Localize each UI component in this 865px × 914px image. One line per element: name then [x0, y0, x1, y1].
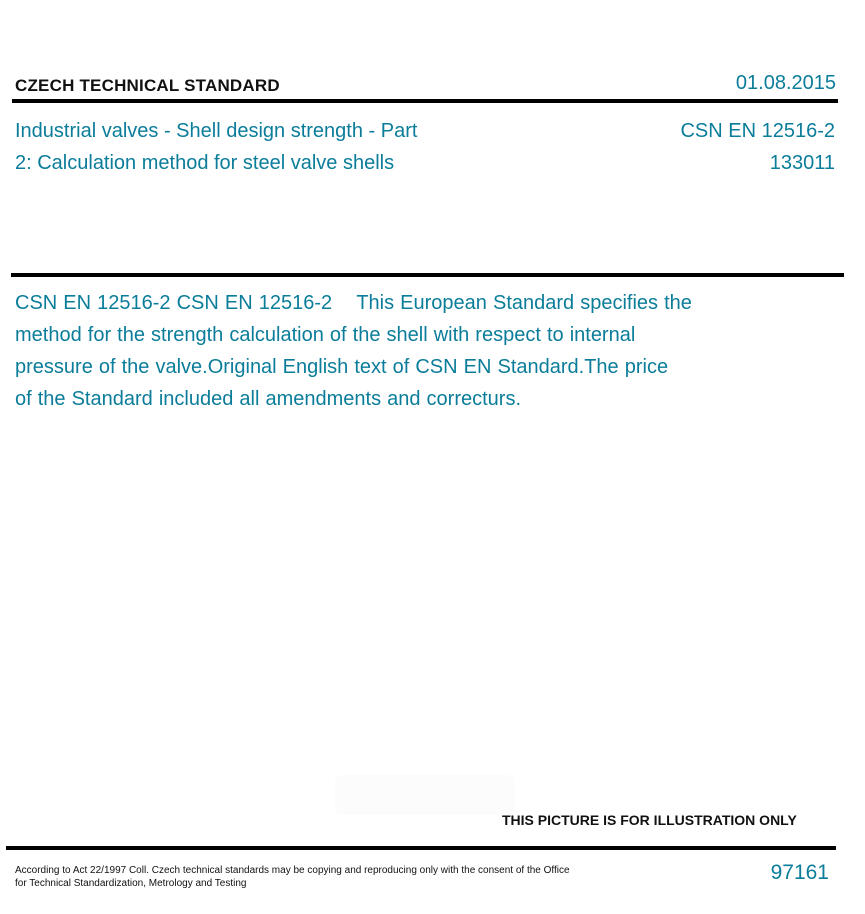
footer-divider	[6, 846, 836, 850]
catalog-number: 133011	[769, 152, 835, 174]
legal-line-1: According to Act 22/1997 Coll. Czech technical standards may be copying and reproducing only with the consent of the Office	[15, 865, 570, 876]
abstract-line-3: pressure of the valve.Original English text of CSN EN Standard.The price	[15, 356, 669, 378]
publication-date: 01.08.2015	[735, 72, 836, 94]
legal-line-2: for Technical Standardization, Metrology and Testing	[15, 878, 247, 889]
abstract	[15, 287, 740, 415]
header-divider	[12, 99, 838, 103]
standard-label: CZECH TECHNICAL STANDARD	[15, 76, 280, 95]
section-divider	[11, 273, 844, 277]
footer-number: 97161	[770, 861, 829, 884]
document-identifiers	[680, 115, 835, 179]
document-title	[15, 115, 485, 179]
abstract-codes: CSN EN 12516-2 CSN EN 12516-2	[15, 292, 333, 314]
document-title-line-1: Industrial valves - Shell design strength - Part	[15, 120, 418, 142]
abstract-line-1	[15, 287, 740, 319]
abstract-first-line: This European Standard specifies the	[356, 292, 692, 314]
faint-watermark	[335, 775, 515, 815]
abstract-line-4: of the Standard included all amendments and correcturs.	[15, 388, 522, 410]
legal-notice	[15, 864, 615, 890]
illustration-note: THIS PICTURE IS FOR ILLUSTRATION ONLY	[502, 812, 797, 828]
abstract-line-2: method for the strength calculation of the shell with respect to internal	[15, 324, 636, 346]
standard-code: CSN EN 12516-2	[680, 120, 835, 142]
document-title-line-2: 2: Calculation method for steel valve shells	[15, 152, 395, 174]
